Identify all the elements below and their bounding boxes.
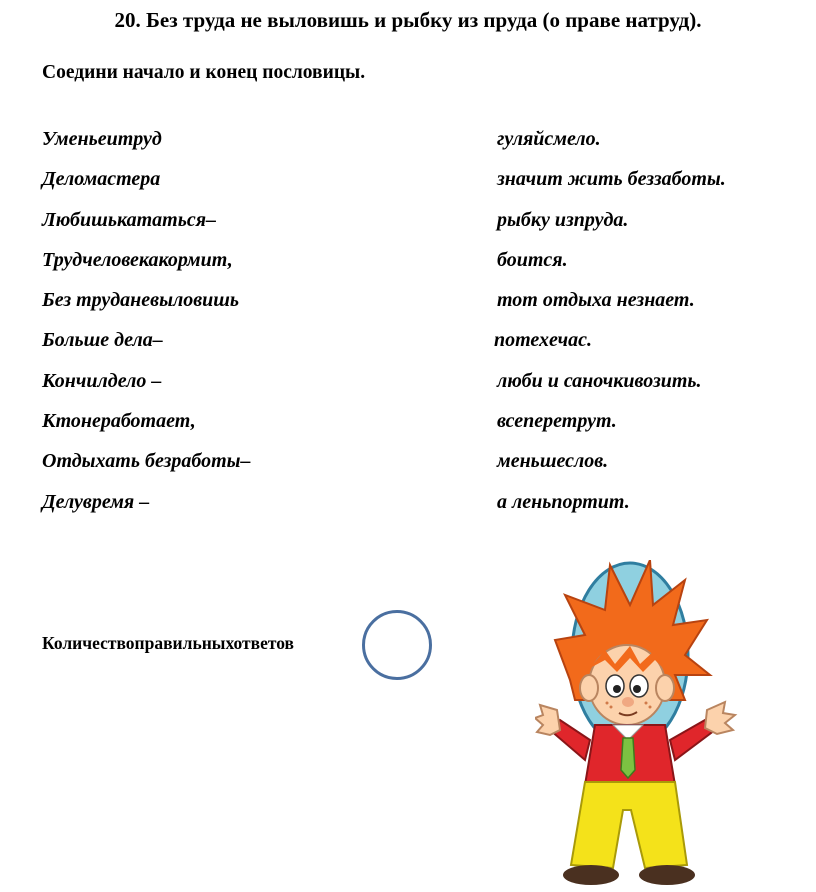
right-hand (705, 702, 735, 734)
proverb-ending: меньшеслов. (497, 450, 609, 473)
proverb-beginning: Любишькататься– (42, 208, 217, 231)
proverb-ending: потехечас. (494, 329, 593, 352)
task-instruction: Соедини начало и конец пословицы. (42, 62, 366, 83)
proverb-row (0, 168, 816, 208)
proverb-beginning: Делувремя – (42, 490, 150, 513)
proverb-beginning: Трудчеловекакормит, (42, 248, 233, 271)
left-hand (535, 705, 560, 735)
proverb-beginning: Отдыхать безработы– (42, 450, 251, 473)
correct-answers-label: Количествоправильныхответов (42, 633, 294, 653)
right-ear (656, 675, 674, 701)
proverb-ending: боится. (497, 248, 568, 271)
proverb-row (0, 128, 816, 168)
nose-shape (622, 697, 634, 707)
proverb-ending: рыбку изпруда. (497, 208, 629, 231)
proverb-beginning: Больше дела– (42, 329, 163, 352)
tie-shape (621, 738, 635, 778)
proverb-ending: значит жить беззаботы. (497, 168, 726, 191)
proverb-beginning: Деломастера (42, 168, 161, 191)
right-shoe (639, 865, 695, 885)
proverb-ending: всеперетрут. (497, 410, 617, 433)
proverb-row (0, 289, 816, 329)
proverb-beginning: Уменьеитруд (42, 128, 162, 150)
proverb-beginning: Кончилдело – (42, 369, 162, 392)
left-pupil (613, 685, 621, 693)
proverb-beginning: Ктонеработает, (42, 410, 196, 433)
proverb-row (0, 329, 816, 369)
proverb-ending: гуляйсмело. (497, 128, 601, 150)
proverb-ending: а леньпортит. (497, 490, 630, 513)
cartoon-boy-illustration (535, 560, 765, 892)
proverb-row (0, 370, 816, 410)
proverb-ending: люби и саночкивозить. (497, 369, 702, 392)
proverb-pairs (0, 128, 816, 531)
right-pupil (633, 685, 641, 693)
proverb-row (0, 249, 816, 289)
proverb-row (0, 491, 816, 531)
answer-count-circle (362, 610, 432, 680)
page-title: 20. Без труда не выловишь и рыбку из пруда (о праве натруд). (114, 8, 702, 32)
proverb-row (0, 410, 816, 450)
left-shoe (563, 865, 619, 885)
trousers-shape (571, 782, 687, 868)
proverb-ending: тот отдыха незнает. (497, 289, 695, 312)
proverb-row (0, 209, 816, 249)
left-ear (580, 675, 598, 701)
proverb-beginning: Без труданевыловишь (42, 289, 240, 312)
proverb-row (0, 450, 816, 490)
